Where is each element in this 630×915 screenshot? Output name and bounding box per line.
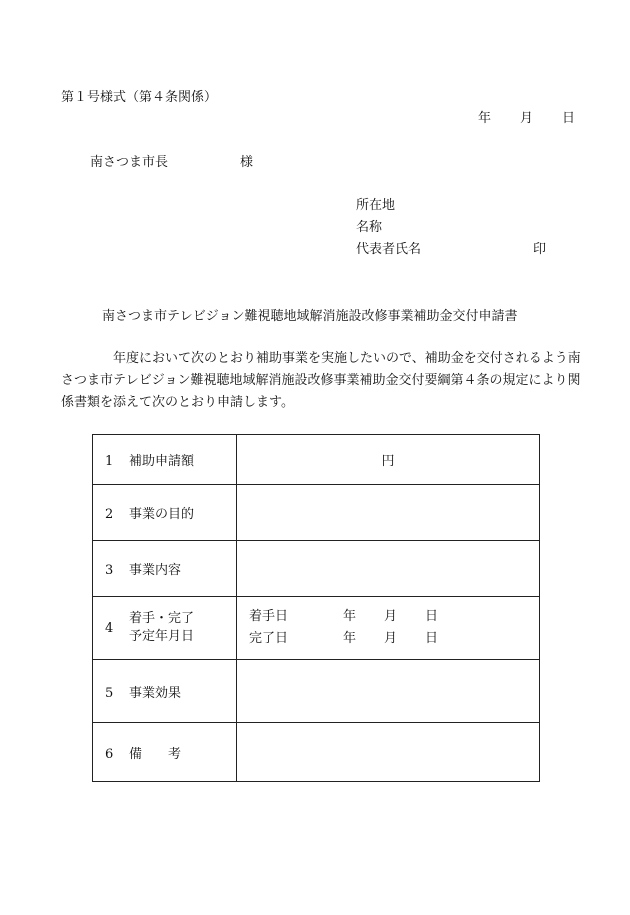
start-date-line: 着手日 年 月 日 [249,609,439,624]
document-title: 南さつま市テレビジョン難視聴地域解消施設改修事業補助金交付申請書 [102,309,518,324]
effect-field[interactable] [237,660,540,723]
date-day: 日 [562,111,576,126]
addressee [90,151,253,170]
row-label: 3 事業内容 [93,541,237,597]
application-table [92,434,540,782]
applicant-name-label: 名称 [356,220,383,235]
applicant-block [356,195,546,261]
subsidy-amount-field[interactable] [237,435,540,485]
body-paragraph [61,348,581,414]
body-text: 年度において次のとおり補助事業を実施したいので、補助金を交付されるよう南さつま市テレビジョン難視聴地域解消施設改修事業補助金交付要綱第４条の規定により関係書類を添えて次のとおり申請します。 [61,351,581,410]
schedule-field[interactable] [237,597,540,660]
addressee-suffix: 様 [240,155,254,170]
date-month: 月 [520,111,534,126]
table-row [93,597,540,660]
row-label: 1 補助申請額 [93,435,237,485]
applicant-address-label: 所在地 [356,198,396,213]
table-row [93,723,540,782]
row-label: 4着手・完了 予定年月日 [93,597,237,660]
addressee-name: 南さつま市長 [90,155,169,170]
form-number: 第１号様式（第４条関係） [61,90,218,105]
row-label: 6 備 考 [93,723,237,782]
content-field[interactable] [237,541,540,597]
table-row [93,435,540,485]
row-label: 5 事業効果 [93,660,237,723]
application-date [478,107,575,126]
row-label: 2 事業の目的 [93,485,237,541]
table-row [93,485,540,541]
date-year: 年 [478,111,492,126]
end-date-line: 完了日 年 月 日 [249,631,439,646]
table-row [93,660,540,723]
remarks-field[interactable] [237,723,540,782]
table-row [93,541,540,597]
applicant-representative-label: 代表者氏名 [356,242,422,257]
seal-mark: 印 [533,242,547,257]
yen-unit: 円 [381,454,395,469]
purpose-field[interactable] [237,485,540,541]
